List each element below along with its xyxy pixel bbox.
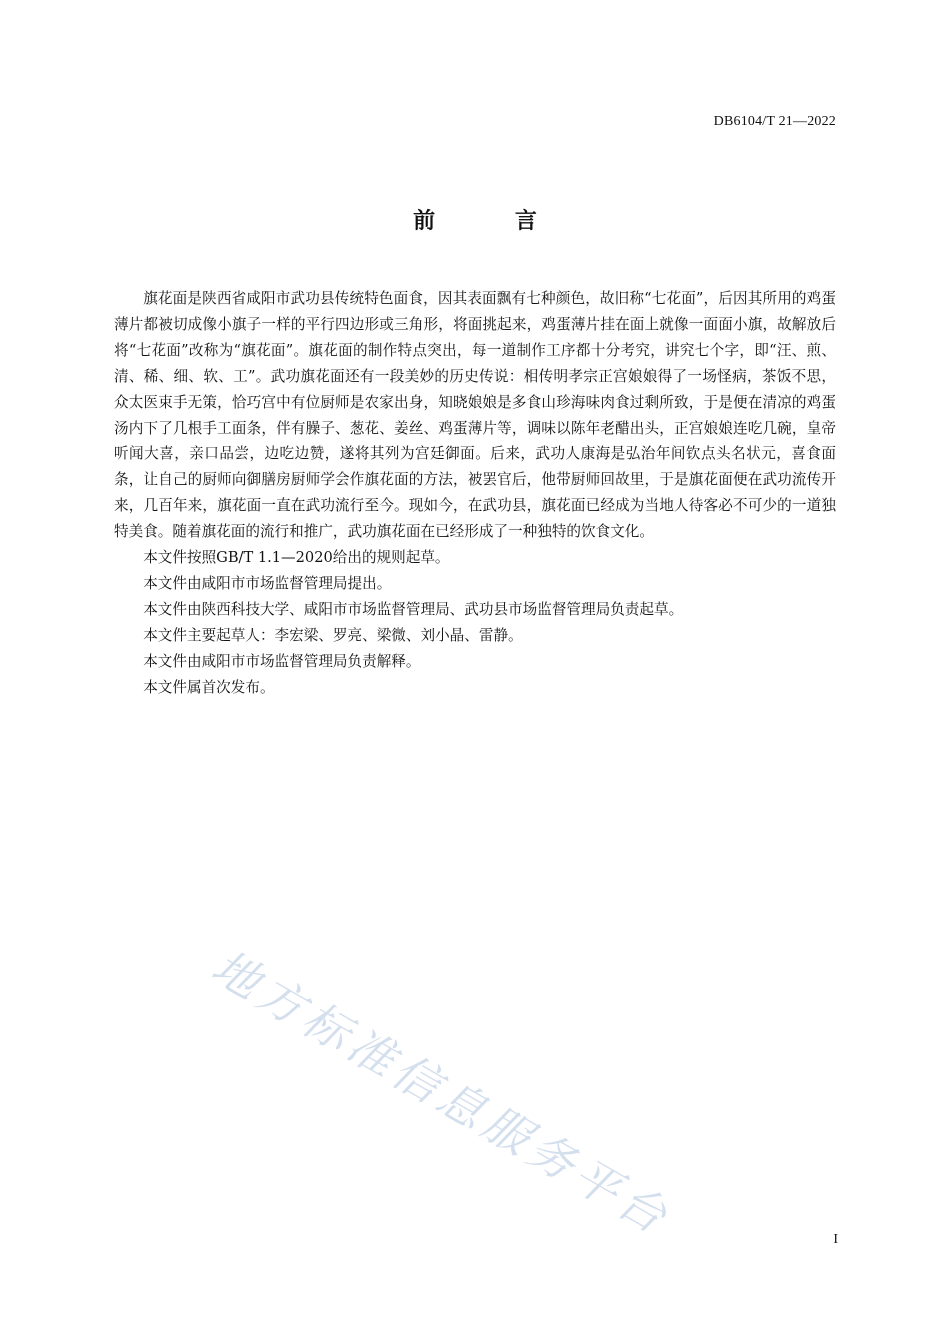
document-code: DB6104/T 21—2022 <box>713 114 836 129</box>
page-title: 前 言 <box>413 209 573 234</box>
interpretation-paragraph: 本文件由咸阳市市场监督管理局负责解释。 <box>143 652 421 670</box>
watermark: 地方标准信息服务平台 <box>203 939 681 1246</box>
first-release-paragraph: 本文件属首次发布。 <box>143 678 275 696</box>
intro-paragraph: 旗花面是陕西省咸阳市武功县传统特色面食，因其表面飘有七种颜色，故旧称“七花面”，后因其所用的鸡蛋薄片都被切成像小旗子一样的平行四边形或三角形，将面挑起来，鸡蛋薄片挂在面上就像一面面小旗，故解放后将“七花面”改称为“旗花面”。旗花面的制作特点突出，每一道制作工序都十分考究，讲究七个字，即“汪、煎、清、稀、细、软、工”。武功旗花面还有一段美妙的历史传说：相传明孝宗正宫娘娘得了一场怪病，茶饭不思，众太医束手无策，恰巧宫中有位厨师是农家出身，知晓娘娘是多食山珍海味肉食过剩所致，于是便在清凉的鸡蛋汤内下了几根手工面条，伴有臊子、葱花、姜丝、鸡蛋薄片等，调味以陈年老醋出头，正宫娘娘连吃几碗，皇帝听闻大喜，亲口品尝，边吃边赞，遂将其列为宫廷御面。后来，武功人康海是弘治年间钦点头名状元，喜食面条，让自己的厨师向御膳房厨师学会作旗花面的方法，被罢官后，他带厨师回故里，于是旗花面便在武功流传开来，几百年来，旗花面一直在武功流行至今。现如今，在武功县，旗花面已经成为当地人待客必不可少的一道独特美食。随着旗花面的流行和推广，武功旗花面在已经形成了一种独特的饮食文化。 <box>114 290 836 541</box>
proposer-paragraph: 本文件由咸阳市市场监督管理局提出。 <box>143 574 392 592</box>
drafting-units-paragraph: 本文件由陕西科技大学、咸阳市市场监督管理局、武功县市场监督管理局负责起草。 <box>143 600 684 618</box>
drafters-paragraph: 本文件主要起草人：李宏梁、罗亮、梁微、刘小晶、雷静。 <box>143 626 523 644</box>
foreword-body <box>114 286 836 701</box>
page-number: I <box>833 1232 838 1247</box>
drafting-rules-paragraph: 本文件按照GB/T 1.1—2020给出的规则起草。 <box>143 549 450 567</box>
